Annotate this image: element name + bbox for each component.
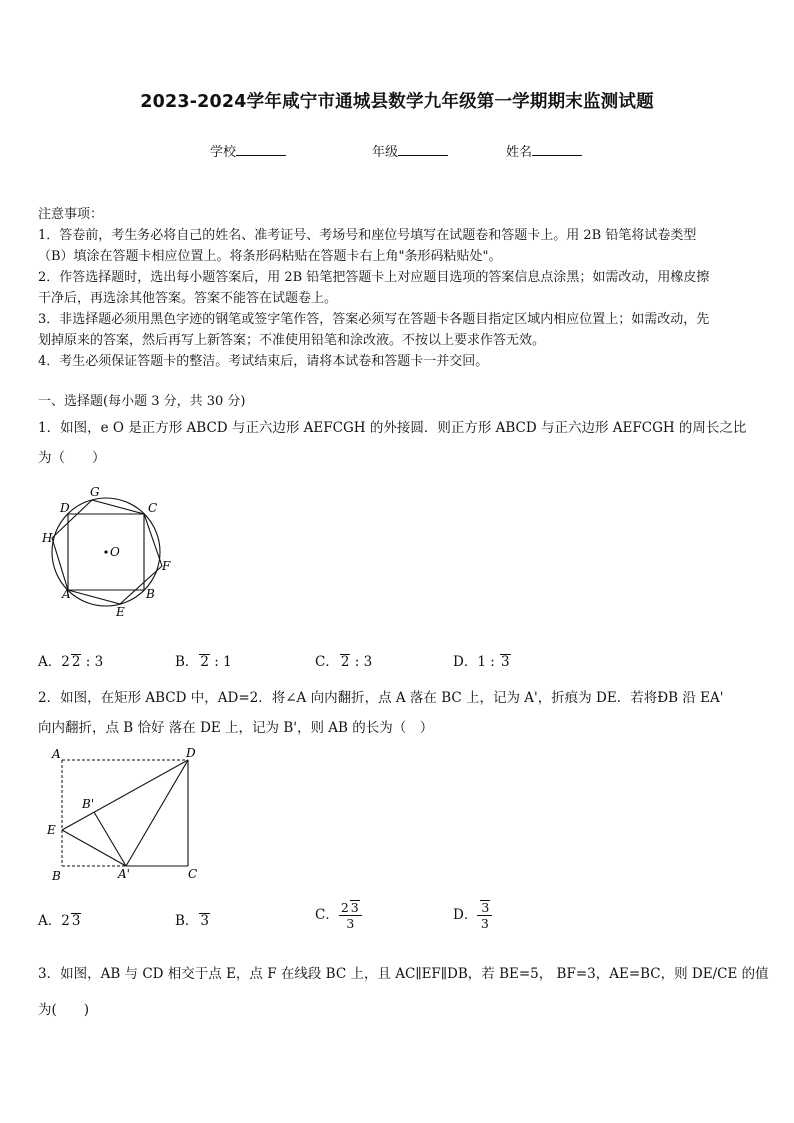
- label-d: D: [60, 501, 70, 515]
- label-e: E: [116, 605, 125, 619]
- note-3a: 3．非选择题必须用黑色字迹的钢笔或签字笔作答，答案必须写在答题卡各题目指定区域内相应位置上；如需改动，先: [38, 312, 710, 327]
- label-b: B: [146, 587, 155, 601]
- grade-field: [372, 141, 448, 160]
- center-point: [104, 550, 107, 553]
- label-a: A: [52, 747, 61, 761]
- q3-line2: 为( ): [38, 1002, 90, 1018]
- grade-blank: [398, 143, 448, 156]
- note-2a: 2．作答选择题时，选出每小题答案后，用 2B 铅笔把答题卡上对应题目选项的答案信息点涂黑；如需改动，用橡皮擦: [38, 270, 710, 285]
- label-f: F: [162, 559, 171, 573]
- name-blank: [532, 143, 582, 156]
- label-d: D: [186, 746, 196, 760]
- label-b-prime: B': [82, 797, 95, 811]
- q2-option-d[interactable]: D． $\frac{3}{3}$: [453, 900, 492, 931]
- grade-label: 年级: [372, 145, 399, 160]
- q1-option-a[interactable]: A．2 2 : 3: [38, 654, 104, 670]
- label-c: C: [188, 867, 198, 881]
- segment-ea: [62, 830, 126, 866]
- label-b: B: [52, 869, 61, 883]
- school-field: [210, 141, 286, 160]
- note-1b: （B）填涂在答题卡相应位置上。将条形码粘贴在答题卡右上角"条形码粘贴处"。: [38, 249, 502, 264]
- label-a: A: [62, 587, 71, 601]
- label-a-prime: A': [118, 867, 130, 881]
- q2-option-c[interactable]: C． $\frac{2 3}{3}$: [315, 900, 362, 931]
- label-o: O: [110, 545, 120, 559]
- school-label: 学校: [210, 145, 237, 160]
- q1-option-d[interactable]: D．1 : 3: [453, 654, 510, 670]
- q1-line2: 为（ ）: [38, 450, 106, 466]
- q2-line2: 向内翻折，点 B 恰好 落在 DE 上，记为 B'，则 AB 的长为（ ）: [38, 720, 434, 736]
- label-h: H: [42, 531, 53, 545]
- note-4: 4．考生必须保证答题卡的整洁。考试结束后，请将本试卷和答题卡一并交回。: [38, 354, 489, 369]
- q2-rectangle-figure: [38, 744, 218, 884]
- name-label: 姓名: [506, 145, 533, 160]
- q1-option-b[interactable]: B． 2 : 1: [175, 654, 232, 670]
- q1-line1: 1．如图，e O 是正方形 ABCD 与正六边形 AEFCGH 的外接圆．则正方形 ABCD 与正六边形 AEFCGH 的周长之比: [38, 420, 747, 436]
- q2-option-b[interactable]: B． 3: [175, 913, 210, 929]
- q2-option-a[interactable]: A．2 3: [38, 913, 81, 929]
- label-g: G: [90, 485, 100, 499]
- segment-b-a: [94, 812, 126, 866]
- q1-option-c[interactable]: C． 2 : 3: [315, 654, 373, 670]
- note-3b: 划掉原来的答案，然后再写上新答案；不准使用铅笔和涂改液。不按以上要求作答无效。: [38, 333, 546, 348]
- notes-heading: 注意事项：: [38, 207, 104, 222]
- page-title: 2023-2024学年咸宁市通城县数学九年级第一学期期末监测试题: [140, 92, 654, 112]
- segment-ad: [126, 760, 188, 866]
- note-2b: 干净后，再选涂其他答案。答案不能答在试题卷上。: [38, 291, 338, 306]
- q2-line1: 2．如图，在矩形 ABCD 中，AD=2．将∠A 向内翻折，点 A 落在 BC 上，记为 A'，折痕为 DE．若将ÐB 沿 EA': [38, 690, 724, 706]
- school-blank: [236, 143, 286, 156]
- label-e: E: [47, 823, 56, 837]
- name-field: [506, 141, 582, 160]
- q3-line1: 3．如图，AB 与 CD 相交于点 E，点 F 在线段 BC 上，且 AC∥EF∥DB，若 BE=5， BF=3，AE=BC，则 DE/CE 的值: [38, 966, 769, 982]
- q1-circle-figure: [38, 482, 188, 622]
- segment-ed: [62, 760, 188, 830]
- label-c: C: [148, 501, 158, 515]
- section-heading: 一、选择题(每小题 3 分，共 30 分): [38, 394, 246, 409]
- note-1a: 1．答卷前，考生务必将自己的姓名、准考证号、考场号和座位号填写在试题卷和答题卡上。用 2B 铅笔将试卷类型: [38, 228, 697, 243]
